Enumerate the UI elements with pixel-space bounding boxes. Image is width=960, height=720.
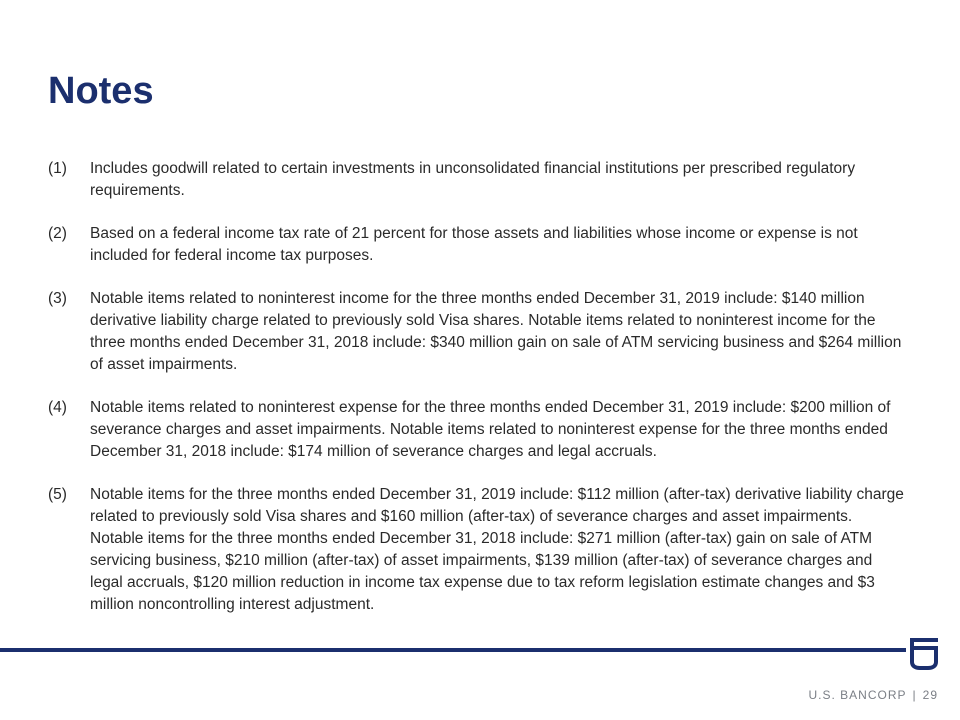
- note-number: (4): [48, 399, 67, 416]
- note-item: [48, 223, 908, 267]
- footer-separator: |: [912, 688, 917, 702]
- us-bancorp-shield-icon: [906, 636, 942, 672]
- footer-brand: U.S. BANCORP: [808, 688, 907, 702]
- note-item: [48, 484, 908, 616]
- note-text: Includes goodwill related to certain investments in unconsolidated financial institutions per prescribed regulatory requirements.: [90, 160, 856, 199]
- note-text: Notable items for the three months ended December 31, 2019 include: $112 million (after-tax) derivative liability charge related to previously sold Visa shares and $160 million (after-tax) of severance charges and asset impairments. Notable items for the three months ended December 31, 2018 include: $271 million (after-tax) gain on sale of ATM servicing business, $210 million (after-tax) of asset impairments, $139 million (after-tax) of severance charges and legal accruals, $120 million reduction in income tax expense due to tax reform legislation estimate changes and $3 million noncontrolling interest adjustment.: [90, 486, 904, 613]
- page-number: 29: [922, 688, 938, 702]
- note-number: (3): [48, 290, 67, 307]
- note-item: [48, 288, 908, 376]
- note-text: Notable items related to noninterest expense for the three months ended December 31, 2019 include: $200 million of severance charges and asset impairments. Notable items related to noninterest expense for the three months ended December 31, 2018 include: $174 million of severance charges and legal accruals.: [90, 399, 891, 460]
- note-number: (1): [48, 160, 67, 177]
- notes-list: [48, 158, 908, 637]
- note-item: [48, 158, 908, 202]
- note-number: (5): [48, 486, 67, 503]
- footer: [809, 688, 939, 702]
- note-number: (2): [48, 225, 67, 242]
- note-text: Notable items related to noninterest income for the three months ended December 31, 2019 include: $140 million derivative liability charge related to previously sold Visa shares. Notable items related to noninterest income for the three months ended December 31, 2018 include: $340 million gain on sale of ATM servicing business and $264 million of asset impairments.: [90, 290, 902, 373]
- note-text: Based on a federal income tax rate of 21 percent for those assets and liabilities whose income or expense is not included for federal income tax purposes.: [90, 225, 858, 264]
- note-item: [48, 397, 908, 463]
- footer-divider: [0, 648, 906, 652]
- page-title: Notes: [48, 70, 154, 112]
